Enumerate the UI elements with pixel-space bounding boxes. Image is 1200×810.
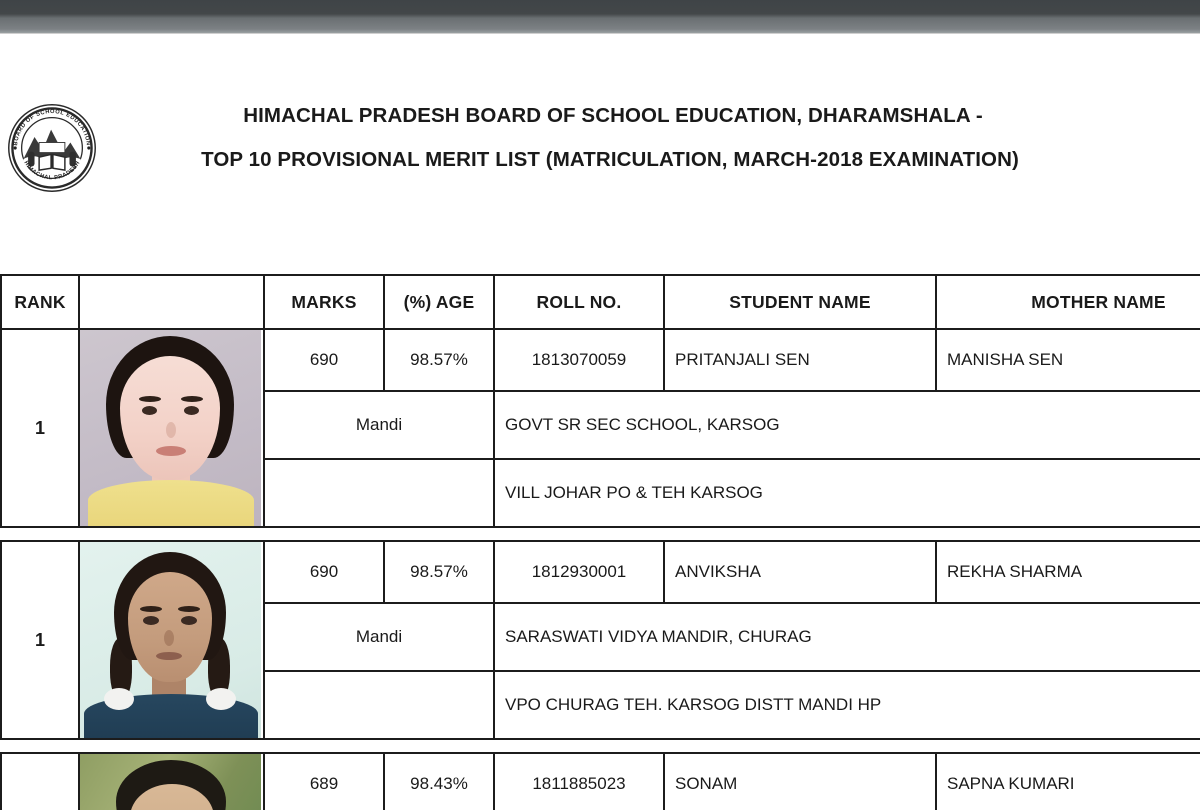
- cell-student-name: SONAM: [664, 753, 936, 810]
- document-sheet: [0, 34, 1200, 810]
- cell-student-name: PRITANJALI SEN: [664, 329, 936, 391]
- header-rank: RANK: [1, 275, 79, 329]
- student-photo-2: [80, 542, 261, 738]
- organisation-title: HIMACHAL PRADESH BOARD OF SCHOOL EDUCATION, DHARAMSHALA -: [243, 104, 983, 127]
- table-row: [1, 541, 1200, 603]
- cell-rank: [1, 753, 79, 810]
- cell-roll-no: 1813070059: [494, 329, 664, 391]
- document-header: [0, 92, 1200, 242]
- viewer-toolbar[interactable]: [0, 0, 1200, 34]
- cell-address: VPO CHURAG TEH. KARSOG DISTT MANDI HP: [494, 671, 1200, 739]
- table-row: [1, 753, 1200, 810]
- header-mother-name: MOTHER NAME: [936, 275, 1200, 329]
- cell-student-photo: [79, 753, 264, 810]
- header-roll-no: ROLL NO.: [494, 275, 664, 329]
- row-separator: [1, 527, 1200, 541]
- cell-percentage: 98.57%: [384, 541, 494, 603]
- merit-list-table: [0, 274, 1200, 810]
- student-photo-1: [80, 330, 261, 526]
- cell-district: Mandi: [264, 603, 494, 671]
- header-marks: MARKS: [264, 275, 384, 329]
- table-row: [1, 329, 1200, 391]
- header-photo: [79, 275, 264, 329]
- cell-rank: 1: [1, 329, 79, 527]
- row-separator: [1, 739, 1200, 753]
- cell-marks: 690: [264, 541, 384, 603]
- cell-student-photo: [79, 541, 264, 739]
- cell-roll-no: 1812930001: [494, 541, 664, 603]
- cell-address: VILL JOHAR PO & TEH KARSOG: [494, 459, 1200, 527]
- table-header-row: [1, 275, 1200, 329]
- cell-percentage: 98.43%: [384, 753, 494, 810]
- cell-percentage: 98.57%: [384, 329, 494, 391]
- cell-student-photo: [79, 329, 264, 527]
- cell-school: GOVT SR SEC SCHOOL, KARSOG: [494, 391, 1200, 459]
- svg-text:BOARD OF SCHOOL EDUCATION: BOARD OF SCHOOL EDUCATION: [13, 109, 91, 147]
- cell-student-name: ANVIKSHA: [664, 541, 936, 603]
- cell-mother-name: REKHA SHARMA: [936, 541, 1200, 603]
- student-photo-3: [80, 754, 261, 810]
- header-percentage: (%) AGE: [384, 275, 494, 329]
- header-student-name: STUDENT NAME: [664, 275, 936, 329]
- cell-mother-name: SAPNA KUMARI: [936, 753, 1200, 810]
- cell-district-blank: [264, 671, 494, 739]
- cell-marks: 689: [264, 753, 384, 810]
- cell-rank: 1: [1, 541, 79, 739]
- page-title: TOP 10 PROVISIONAL MERIT LIST (MATRICULATION, MARCH-2018 EXAMINATION): [201, 148, 1019, 171]
- cell-marks: 690: [264, 329, 384, 391]
- cell-school: SARASWATI VIDYA MANDIR, CHURAG: [494, 603, 1200, 671]
- cell-district: Mandi: [264, 391, 494, 459]
- cell-district-blank: [264, 459, 494, 527]
- cell-mother-name: MANISHA SEN: [936, 329, 1200, 391]
- svg-text:HIMACHAL PRADESH: HIMACHAL PRADESH: [22, 160, 82, 182]
- cell-roll-no: 1811885023: [494, 753, 664, 810]
